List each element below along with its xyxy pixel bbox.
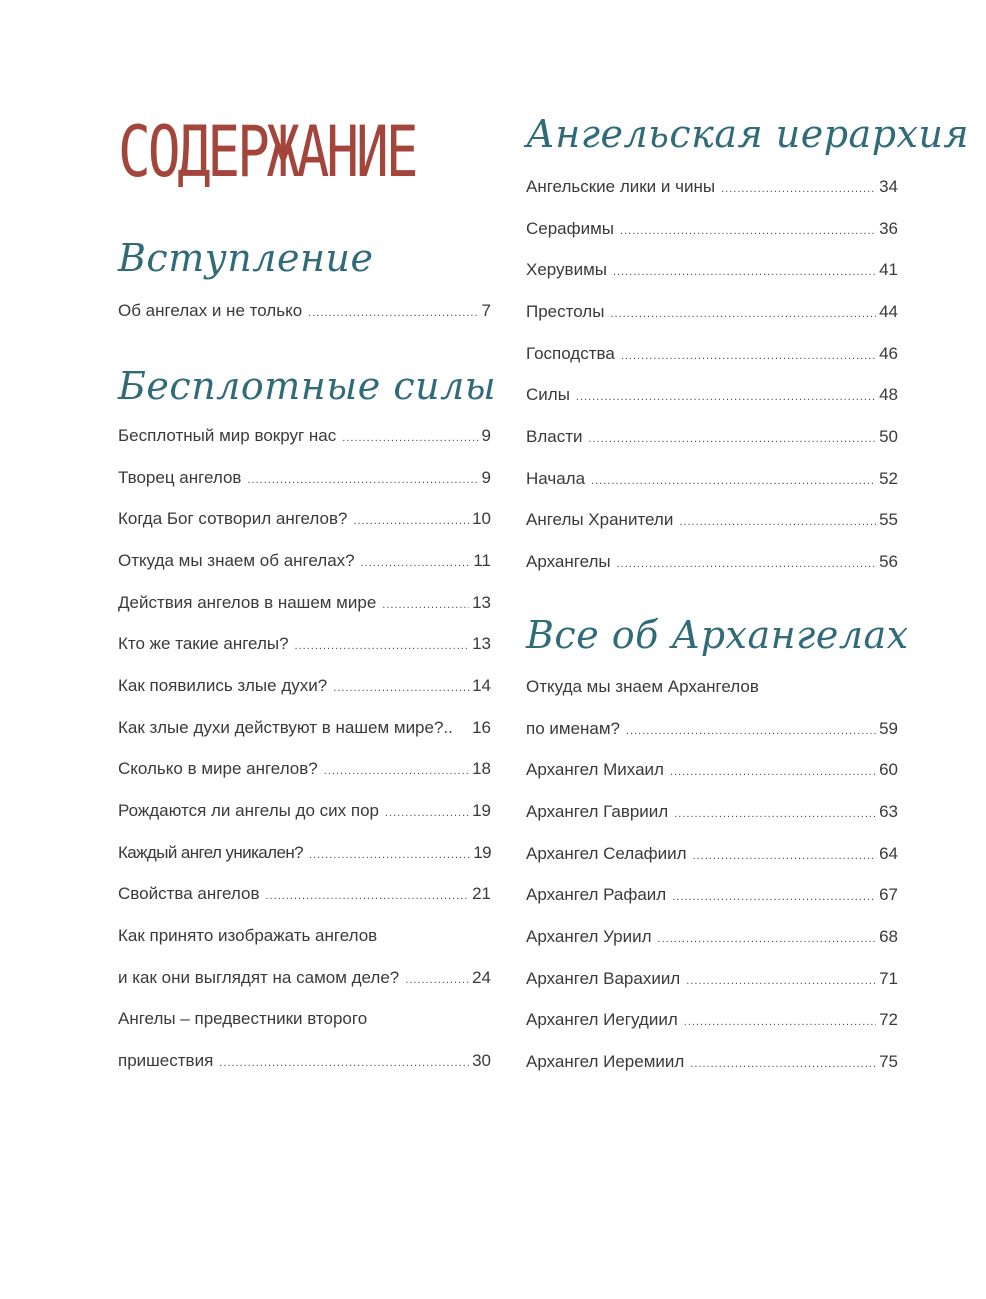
toc-entry-page: 44	[879, 302, 898, 321]
section-heading-archangels: Все об Архангелах	[526, 613, 909, 657]
toc-dot-leader	[353, 508, 469, 534]
toc-entry-page: 75	[879, 1052, 898, 1071]
toc-entry-title: Архангел Уриил	[526, 927, 652, 946]
toc-dot-leader	[308, 300, 478, 326]
toc-dot-leader	[626, 718, 876, 744]
toc-entry-page: 71	[879, 969, 898, 988]
toc-entry-title: Как злые духи действуют в нашем мире?..	[118, 718, 453, 737]
toc-entry[interactable]	[118, 465, 491, 491]
toc-dot-leader	[219, 1050, 469, 1076]
toc-entry-title-line1[interactable]: Как принято изображать ангелов	[118, 926, 378, 945]
toc-entry[interactable]	[118, 673, 491, 699]
toc-entry-page: 46	[879, 344, 898, 363]
toc-entry-page: 50	[879, 427, 898, 446]
toc-dot-leader	[621, 343, 876, 369]
toc-dot-leader	[589, 426, 877, 452]
toc-entry[interactable]	[118, 506, 491, 532]
toc-entry-title: Престолы	[526, 302, 605, 321]
toc-dot-leader	[576, 384, 876, 410]
toc-entry[interactable]	[118, 548, 491, 574]
toc-entry-page: 14	[472, 676, 491, 695]
toc-dot-leader	[670, 759, 876, 785]
toc-entry-page: 64	[879, 844, 898, 863]
toc-dot-leader	[658, 926, 877, 952]
toc-entry[interactable]	[526, 466, 898, 492]
toc-entry[interactable]	[526, 924, 898, 950]
toc-entry-title: Архангел Иегудиил	[526, 1010, 678, 1029]
toc-entry[interactable]	[526, 1049, 898, 1075]
section-heading-intro: Вступление	[118, 236, 374, 280]
toc-dot-leader	[690, 1051, 876, 1077]
toc-entry[interactable]	[526, 382, 898, 408]
toc-entry-title: Архангел Михаил	[526, 760, 664, 779]
toc-entry[interactable]	[526, 174, 898, 200]
toc-entry[interactable]	[526, 257, 898, 283]
toc-entry-title: Творец ангелов	[118, 468, 242, 487]
toc-entry-page: 24	[472, 968, 491, 987]
toc-entry[interactable]	[118, 840, 491, 866]
toc-entry-page: 56	[879, 552, 898, 571]
toc-entry-title: пришествия	[118, 1051, 214, 1070]
toc-entry-title: Бесплотный мир вокруг нас	[118, 426, 337, 445]
toc-entry[interactable]	[526, 716, 898, 742]
toc-entry-title: Власти	[526, 427, 583, 446]
toc-dot-leader	[721, 176, 876, 202]
toc-dot-leader	[686, 968, 876, 994]
toc-dot-leader	[247, 467, 478, 493]
toc-entry-title: Начала	[526, 469, 586, 488]
toc-entry-title: Архангел Варахиил	[526, 969, 681, 988]
toc-entry-page: 59	[879, 719, 898, 738]
toc-entry-title: Архангел Селафиил	[526, 844, 687, 863]
toc-entry-page: 11	[473, 551, 491, 570]
toc-entry-title: Каждый ангел уникален?	[118, 843, 303, 862]
toc-entry-page: 34	[879, 177, 898, 196]
toc-entry[interactable]	[526, 424, 898, 450]
toc-entry[interactable]	[118, 423, 491, 449]
toc-entry-page: 9	[481, 468, 491, 487]
toc-dot-leader	[693, 843, 877, 869]
toc-dot-leader	[591, 468, 876, 494]
toc-dot-leader	[610, 301, 876, 327]
toc-dot-leader	[333, 675, 469, 701]
toc-dot-leader	[382, 592, 469, 618]
toc-dot-leader	[620, 218, 876, 244]
toc-entry[interactable]	[118, 1048, 491, 1074]
toc-entry-page: 68	[879, 927, 898, 946]
toc-entry[interactable]	[526, 507, 898, 533]
toc-entry[interactable]	[526, 882, 898, 908]
toc-entry-title: по именам?	[526, 719, 621, 738]
toc-dot-leader	[309, 842, 470, 868]
toc-entry-title: Откуда мы знаем об ангелах?	[118, 551, 355, 570]
section-heading-incorporeal: Бесплотные силы	[118, 364, 497, 408]
toc-entry-page: 30	[472, 1051, 491, 1070]
toc-entry-page: 55	[879, 510, 898, 529]
toc-entry[interactable]	[526, 1007, 898, 1033]
toc-entry[interactable]	[526, 216, 898, 242]
toc-entry-page: 16	[472, 718, 491, 737]
toc-dot-leader	[361, 550, 471, 576]
toc-entry-page: 52	[879, 469, 898, 488]
toc-entry-page: 7	[481, 301, 491, 320]
toc-entry-page: 10	[472, 509, 491, 528]
toc-dot-leader	[324, 758, 469, 784]
toc-entry[interactable]	[526, 757, 898, 783]
toc-dot-leader	[613, 259, 876, 285]
toc-dot-leader	[405, 967, 469, 993]
section-heading-hierarchy: Ангельская иерархия	[526, 112, 970, 156]
toc-entry-title: Архангел Рафаил	[526, 885, 667, 904]
toc-dot-leader	[672, 884, 876, 910]
toc-entry[interactable]	[118, 631, 491, 657]
toc-entry-page: 19	[473, 843, 491, 862]
toc-entry-title-line1[interactable]: Откуда мы знаем Архангелов	[526, 677, 759, 696]
toc-entry[interactable]	[526, 799, 898, 825]
toc-entry[interactable]	[526, 299, 898, 325]
toc-entry-page: 13	[472, 634, 491, 653]
toc-entry[interactable]	[118, 881, 491, 907]
toc-entry[interactable]	[118, 715, 491, 741]
toc-entry-title: Архангел Гавриил	[526, 802, 669, 821]
toc-entry-title: Архангелы	[526, 552, 611, 571]
toc-entry-page: 60	[879, 760, 898, 779]
toc-entry-title: Ангелы Хранители	[526, 510, 674, 529]
toc-entry-page: 13	[472, 593, 491, 612]
toc-dot-leader	[295, 633, 470, 659]
toc-entry-title: Сколько в мире ангелов?	[118, 759, 318, 778]
toc-entry-title: Серафимы	[526, 219, 615, 238]
toc-entry-title: Как появились злые духи?	[118, 676, 328, 695]
toc-entry-page: 19	[472, 801, 491, 820]
toc-entry-title: Силы	[526, 385, 570, 404]
toc-entry[interactable]	[118, 590, 491, 616]
toc-dot-leader	[684, 1009, 876, 1035]
toc-dot-leader	[385, 800, 469, 826]
page-title: СОДЕРЖАНИЕ	[118, 111, 416, 193]
toc-entry-title-line1[interactable]: Ангелы – предвестники второго	[118, 1009, 368, 1028]
toc-entry[interactable]	[526, 841, 898, 867]
toc-dot-leader	[679, 509, 876, 535]
toc-entry-title: Рождаются ли ангелы до сих пор	[118, 801, 379, 820]
toc-entry-page: 67	[879, 885, 898, 904]
toc-entry[interactable]	[118, 965, 491, 991]
toc-entry-page: 36	[879, 219, 898, 238]
toc-dot-leader	[342, 425, 478, 451]
toc-dot-leader	[674, 801, 876, 827]
toc-entry-page: 72	[879, 1010, 898, 1029]
toc-entry-title: Херувимы	[526, 260, 607, 279]
toc-dot-leader	[266, 883, 470, 909]
toc-entry[interactable]	[118, 756, 491, 782]
toc-entry[interactable]	[118, 798, 491, 824]
toc-entry-page: 9	[481, 426, 491, 445]
toc-entry-title: Свойства ангелов	[118, 884, 260, 903]
toc-entry-title: Когда Бог сотворил ангелов?	[118, 509, 348, 528]
toc-entry-title: Ангельские лики и чины	[526, 177, 716, 196]
toc-entry-title: Архангел Иеремиил	[526, 1052, 685, 1071]
toc-entry[interactable]	[526, 341, 898, 367]
toc-entry-page: 21	[472, 884, 491, 903]
toc-entry[interactable]	[526, 549, 898, 575]
toc-entry-page: 48	[879, 385, 898, 404]
toc-entry-title: и как они выглядят на самом деле?	[118, 968, 400, 987]
toc-dot-leader	[617, 551, 876, 577]
toc-entry[interactable]	[526, 966, 898, 992]
toc-entry-title: Действия ангелов в нашем мире	[118, 593, 377, 612]
toc-entry-page: 18	[472, 759, 491, 778]
toc-entry-title: Кто же такие ангелы?	[118, 634, 289, 653]
toc-entry-title: Об ангелах и не только	[118, 301, 303, 320]
toc-entry[interactable]	[118, 298, 491, 324]
toc-entry-page: 41	[879, 260, 898, 279]
toc-entry-title: Господства	[526, 344, 615, 363]
toc-entry-page: 63	[879, 802, 898, 821]
